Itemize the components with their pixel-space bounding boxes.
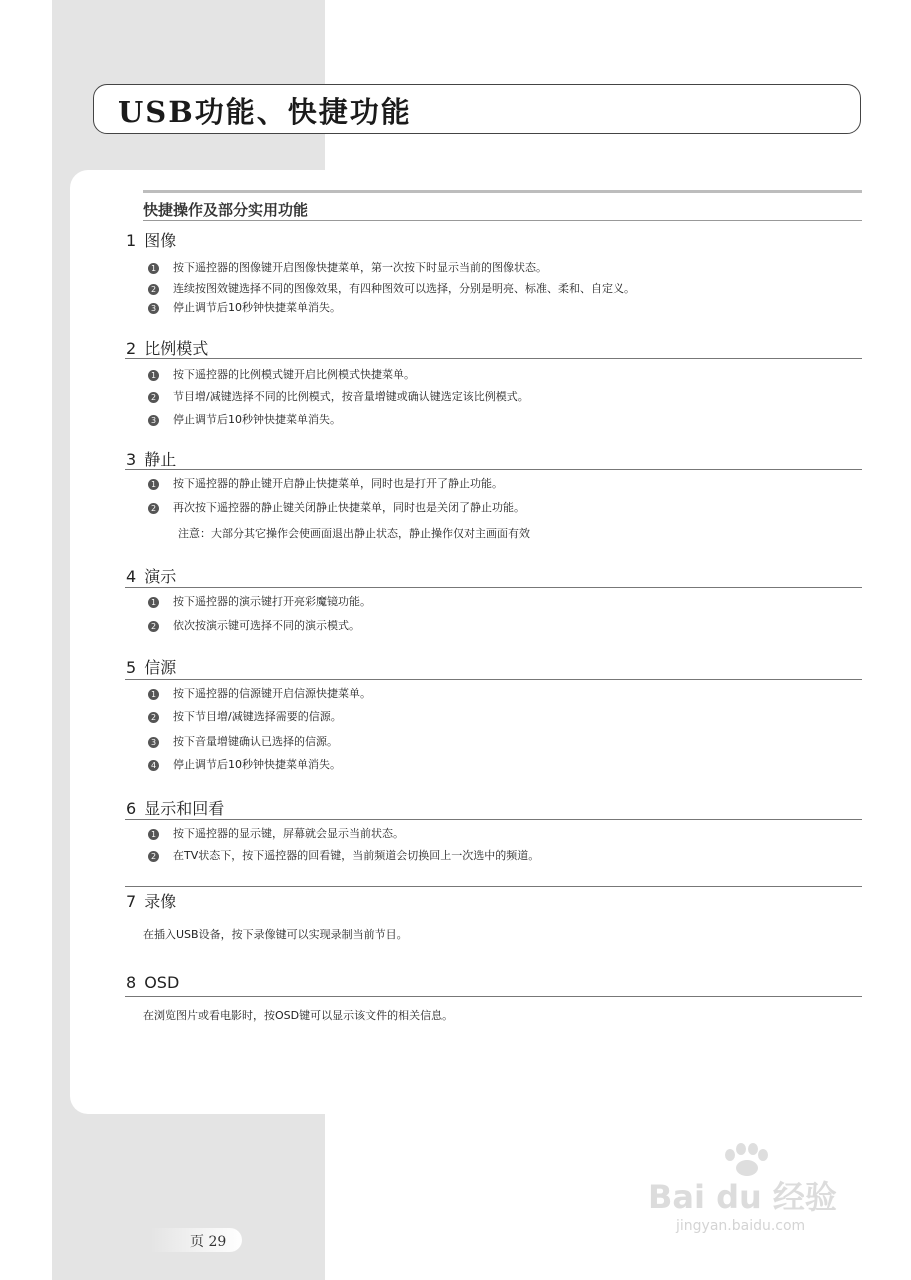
section-heading-3: 3 静止	[126, 450, 177, 469]
section-rule	[125, 587, 862, 588]
list-item: 2 连续按图效键选择不同的图像效果，有四种图效可以选择，分别是明亮、标准、柔和、自定义。	[148, 281, 635, 297]
number-bullet-icon: 2	[148, 712, 159, 723]
page-number: 页 29	[190, 1234, 227, 1250]
number-bullet-icon: 2	[148, 621, 159, 632]
number-bullet-icon: 2	[148, 503, 159, 514]
note-text: 注意：大部分其它操作会使画面退出静止状态，静止操作仅对主画面有效	[178, 527, 530, 540]
watermark-url: jingyan.baidu.com	[676, 1218, 806, 1234]
section-body-text: 在插入USB设备，按下录像键可以实现录制当前节目。	[143, 928, 408, 941]
section-rule	[125, 819, 862, 820]
panel-top-rule	[143, 190, 862, 193]
section-heading-4: 4 演示	[126, 567, 177, 586]
list-item: 2 在TV状态下，按下遥控器的回看键，当前频道会切换回上一次选中的频道。	[148, 848, 539, 864]
list-item: 2 再次按下遥控器的静止键关闭静止快捷菜单，同时也是关闭了静止功能。	[148, 500, 525, 516]
page-title: USB功能、快捷功能	[118, 95, 412, 129]
list-item: 1 按下遥控器的静止键开启静止快捷菜单，同时也是打开了静止功能。	[148, 476, 503, 492]
section-rule	[125, 358, 862, 359]
number-bullet-icon: 1	[148, 689, 159, 700]
list-item: 3 停止调节后10秒钟快捷菜单消失。	[148, 412, 341, 428]
number-bullet-icon: 2	[148, 284, 159, 295]
list-item: 3 停止调节后10秒钟快捷菜单消失。	[148, 300, 341, 316]
number-bullet-icon: 1	[148, 479, 159, 490]
number-bullet-icon: 2	[148, 851, 159, 862]
list-item: 1 按下遥控器的信源键开启信源快捷菜单。	[148, 686, 371, 702]
section-heading-5: 5 信源	[126, 658, 177, 677]
section-rule	[125, 886, 862, 887]
section-heading-1: 1 图像	[126, 231, 177, 250]
section-rule	[125, 469, 862, 470]
list-item: 1 按下遥控器的演示键打开亮彩魔镜功能。	[148, 594, 371, 610]
number-bullet-icon: 3	[148, 303, 159, 314]
number-bullet-icon: 1	[148, 263, 159, 274]
number-bullet-icon: 2	[148, 392, 159, 403]
section-rule	[125, 996, 862, 997]
section-heading-8: 8 OSD	[126, 973, 180, 992]
section-heading-6: 6 显示和回看	[126, 799, 225, 818]
number-bullet-icon: 1	[148, 370, 159, 381]
panel-title: 快捷操作及部分实用功能	[143, 201, 309, 219]
baidu-watermark-logo: Bai du 经验	[648, 1178, 837, 1216]
list-item: 1 按下遥控器的显示键，屏幕就会显示当前状态。	[148, 826, 404, 842]
number-bullet-icon: 1	[148, 829, 159, 840]
section-heading-2: 2 比例模式	[126, 339, 209, 358]
number-bullet-icon: 3	[148, 737, 159, 748]
list-item: 1 按下遥控器的比例模式键开启比例模式快捷菜单。	[148, 367, 415, 383]
list-item: 3 按下音量增键确认已选择的信源。	[148, 734, 338, 750]
section-rule	[125, 679, 862, 680]
list-item: 2 节目增/减键选择不同的比例模式，按音量增键或确认键选定该比例模式。	[148, 389, 529, 405]
list-item: 1 按下遥控器的图像键开启图像快捷菜单，第一次按下时显示当前的图像状态。	[148, 260, 547, 276]
list-item: 4 停止调节后10秒钟快捷菜单消失。	[148, 757, 341, 773]
number-bullet-icon: 1	[148, 597, 159, 608]
list-item: 2 按下节目增/减键选择需要的信源。	[148, 709, 342, 725]
section-heading-7: 7 录像	[126, 892, 177, 911]
panel-title-rule	[143, 220, 862, 221]
section-body-text: 在浏览图片或看电影时，按OSD键可以显示该文件的相关信息。	[143, 1009, 454, 1022]
number-bullet-icon: 3	[148, 415, 159, 426]
list-item: 2 依次按演示键可选择不同的演示模式。	[148, 618, 360, 634]
number-bullet-icon: 4	[148, 760, 159, 771]
